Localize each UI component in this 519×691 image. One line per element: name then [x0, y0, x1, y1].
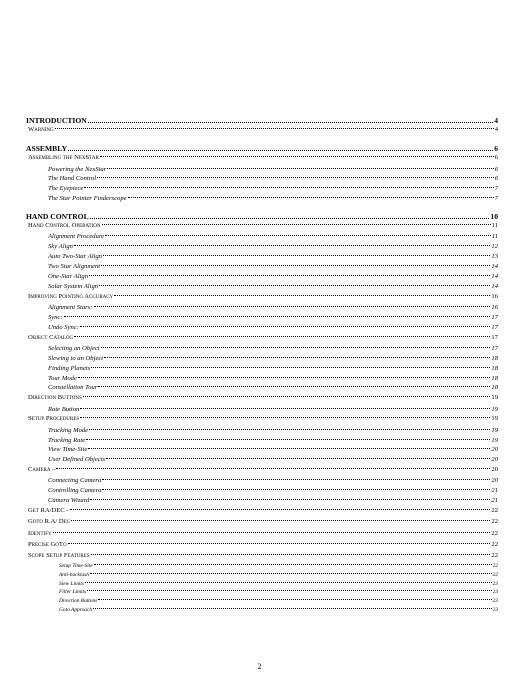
toc-entry-title: Hand Control Operation — [28, 222, 101, 230]
toc-entry-page: 7 — [494, 195, 498, 203]
toc-entry-page: 6 — [494, 165, 498, 173]
toc-entry[interactable] — [26, 572, 498, 581]
toc-entry-page: 20 — [491, 466, 498, 474]
toc-entry[interactable] — [26, 210, 498, 222]
toc-entry-title: Two Star Alignment — [48, 262, 101, 270]
toc-entry-page: 11 — [491, 222, 498, 230]
toc-entry[interactable] — [26, 334, 498, 345]
toc-entry-title: HAND CONTROL — [26, 211, 89, 221]
toc-dot-leader — [74, 245, 490, 246]
toc-dot-leader — [83, 396, 491, 397]
toc-entry[interactable] — [26, 273, 498, 283]
toc-entry-title: User Defined Objects — [48, 456, 106, 464]
toc-entry-page: 22 — [492, 563, 498, 570]
toc-entry-page: 23 — [492, 598, 498, 605]
toc-dot-leader — [88, 448, 490, 449]
toc-entry-page: 23 — [492, 606, 498, 613]
toc-dot-leader — [101, 265, 490, 266]
toc-entry[interactable] — [26, 355, 498, 365]
toc-entry-page: 20 — [491, 456, 498, 464]
toc-entry-page: 17 — [491, 323, 498, 331]
toc-entry-page: 22 — [491, 540, 498, 548]
toc-entry-title: Improving Pointing Accuracy — [28, 292, 114, 300]
toc-entry-title: Sky Align — [48, 243, 73, 251]
toc-dot-leader — [94, 564, 492, 565]
toc-entry-title: Powering the NexStar — [48, 165, 107, 173]
toc-entry-page: 17 — [491, 333, 498, 341]
toc-entry-page: 19 — [491, 394, 498, 402]
toc-entry-title: INTRODUCTION — [26, 115, 87, 125]
toc-dot-leader — [102, 224, 491, 225]
toc-entry[interactable] — [26, 185, 498, 195]
toc-entry-title: Precise GoTo — [28, 540, 67, 548]
toc-dot-leader — [86, 439, 490, 440]
toc-dot-leader — [100, 156, 494, 157]
toc-dot-leader — [98, 599, 491, 600]
toc-dot-leader — [85, 582, 492, 583]
toc-dot-leader — [114, 295, 490, 296]
toc-entry-title: Goto R.A/ Dec — [28, 518, 71, 526]
toc-dot-leader — [80, 326, 490, 327]
toc-entry-title: Slewing to an Object — [48, 354, 104, 362]
toc-dot-leader — [70, 509, 491, 510]
toc-entry[interactable] — [26, 154, 498, 165]
toc-entry[interactable] — [26, 456, 498, 466]
toc-entry-page: 13 — [491, 253, 498, 261]
toc-dot-leader — [91, 554, 491, 555]
toc-entry-title: Get RA/DEC - — [28, 507, 69, 515]
toc-dot-leader — [55, 128, 494, 129]
toc-entry[interactable] — [26, 253, 498, 263]
toc-dot-leader — [99, 285, 490, 286]
toc-entry[interactable] — [26, 552, 498, 563]
toc-entry[interactable] — [26, 589, 498, 598]
toc-entry[interactable] — [26, 446, 498, 456]
toc-dot-leader — [103, 255, 490, 256]
toc-entry-title: Tracking Mode — [48, 426, 89, 434]
toc-dot-leader — [88, 122, 493, 123]
toc-entry-page: 6 — [494, 143, 498, 153]
toc-entry-title: Tracking Rate — [48, 436, 86, 444]
toc-dot-leader — [90, 499, 490, 500]
toc-entry-page: 23 — [492, 589, 498, 596]
toc-entry-page: 22 — [491, 529, 498, 537]
toc-dot-leader — [78, 377, 491, 378]
toc-entry[interactable] — [26, 243, 498, 253]
toc-entry[interactable] — [26, 466, 498, 477]
toc-dot-leader — [89, 429, 490, 430]
toc-entry-title: Slew Limits — [59, 580, 85, 587]
toc-entry-title: Auto Two-Star Align — [48, 253, 102, 261]
page-number: 2 — [257, 662, 262, 671]
toc-dot-leader — [90, 573, 492, 574]
toc-entry-page: 19 — [491, 405, 498, 413]
toc-entry-page: 21 — [491, 487, 498, 495]
toc-entry-page: 23 — [492, 580, 498, 587]
toc-dot-leader — [93, 608, 492, 609]
toc-entry[interactable] — [26, 293, 498, 304]
toc-entry-page: 18 — [491, 384, 498, 392]
toc-entry-title: View Time-Site — [48, 446, 88, 454]
toc-dot-leader — [56, 468, 490, 469]
toc-entry-title: Solar System Align — [48, 282, 99, 290]
toc-entry-page: 19 — [491, 415, 498, 423]
toc-entry-title: Rate Button — [48, 405, 80, 413]
toc-entry[interactable] — [26, 497, 498, 507]
toc-entry[interactable] — [26, 365, 498, 375]
toc-entry[interactable] — [26, 142, 498, 154]
toc-dot-leader — [89, 275, 490, 276]
toc-dot-leader — [80, 417, 490, 418]
toc-dot-leader — [107, 168, 493, 169]
toc-entry[interactable] — [26, 530, 498, 541]
toc-entry-title: The Eyepiece — [48, 185, 84, 193]
toc-dot-leader — [64, 316, 491, 317]
toc-entry[interactable] — [26, 263, 498, 273]
toc-entry-title: Connecting Camera — [48, 477, 102, 485]
toc-entry-page: 16 — [491, 303, 498, 311]
toc-dot-leader — [106, 458, 490, 459]
toc-entry[interactable] — [26, 607, 498, 616]
toc-dot-leader — [102, 489, 490, 490]
toc-entry[interactable] — [26, 518, 498, 529]
toc-entry[interactable] — [26, 222, 498, 233]
toc-entry[interactable] — [26, 427, 498, 437]
toc-entry[interactable] — [26, 507, 498, 518]
toc-dot-leader — [80, 408, 490, 409]
toc-entry-title: One-Star Align — [48, 272, 88, 280]
toc-entry-title: Object Catalog — [28, 333, 74, 341]
toc-entry-title: Camera – — [28, 466, 56, 474]
toc-entry[interactable] — [26, 345, 498, 355]
toc-entry-page: 4 — [494, 126, 498, 133]
toc-entry-page: 7 — [494, 185, 498, 193]
toc-entry-title: Anti-backlash — [59, 572, 89, 579]
toc-entry-title: Alignment Procedure — [48, 233, 105, 241]
toc-entry-title: Alignment Stars: — [48, 303, 93, 311]
toc-dot-leader — [128, 197, 494, 198]
toc-entry-page: 11 — [491, 233, 498, 241]
toc-entry-page: 14 — [491, 262, 498, 270]
toc-entry[interactable] — [26, 415, 498, 426]
toc-dot-leader — [84, 187, 493, 188]
toc-dot-leader — [97, 177, 494, 178]
toc-entry-title: Setup Procedures — [28, 415, 80, 423]
toc-entry-page: 14 — [491, 282, 498, 290]
toc-entry-page: 20 — [491, 477, 498, 485]
toc-dot-leader — [53, 532, 491, 533]
toc-entry-page: 22 — [491, 518, 498, 526]
toc-entry[interactable] — [26, 598, 498, 607]
toc-dot-leader — [74, 336, 490, 337]
toc-dot-leader — [90, 218, 490, 219]
toc-entry-title: Warning — [28, 126, 54, 133]
toc-entry-title: Direction Buttons — [28, 394, 82, 402]
toc-entry[interactable] — [26, 195, 498, 205]
toc-entry-page: 18 — [491, 374, 498, 382]
toc-entry-page: 12 — [491, 243, 498, 251]
toc-entry-title: Tour Mode — [48, 374, 77, 382]
toc-entry[interactable] — [26, 384, 498, 394]
toc-entry-page: 6 — [494, 175, 498, 183]
toc-entry[interactable] — [26, 283, 498, 293]
toc-entry[interactable] — [26, 166, 498, 176]
toc-entry-page: 21 — [491, 497, 498, 505]
toc-dot-leader — [87, 590, 492, 591]
toc-entry-title: Sync: — [48, 313, 63, 321]
toc-entry[interactable] — [26, 304, 498, 314]
toc-entry-page: 20 — [491, 446, 498, 454]
toc-entry-title: Camera Wizard — [48, 497, 90, 505]
toc-entry-page: 19 — [491, 436, 498, 444]
toc-entry-title: The Star Pointer Finderscope — [48, 195, 127, 203]
toc-entry-page: 18 — [491, 354, 498, 362]
toc-dot-leader — [104, 357, 490, 358]
toc-entry-page: 10 — [490, 211, 498, 221]
toc-entry[interactable] — [26, 581, 498, 590]
toc-entry-title: Goto Approach — [59, 606, 93, 613]
toc-entry[interactable] — [26, 394, 498, 405]
toc-entry[interactable] — [26, 314, 498, 324]
toc-entry-page: 17 — [491, 344, 498, 352]
toc-entry[interactable] — [26, 114, 498, 126]
toc-entry[interactable] — [26, 126, 498, 137]
toc-entry-title: Assembling the NexStar — [28, 154, 99, 162]
toc-entry-page: 19 — [491, 426, 498, 434]
toc-entry[interactable] — [26, 477, 498, 487]
toc-entry[interactable] — [26, 437, 498, 447]
toc-entry[interactable] — [26, 563, 498, 572]
toc-dot-leader — [98, 386, 490, 387]
toc-entry-page: 22 — [491, 552, 498, 560]
toc-entry[interactable] — [26, 487, 498, 497]
toc-entry-page: 4 — [494, 115, 498, 125]
table-of-contents — [26, 109, 498, 616]
toc-entry[interactable] — [26, 324, 498, 334]
toc-dot-leader — [68, 543, 491, 544]
toc-dot-leader — [105, 235, 491, 236]
toc-entry-title: Identify — [28, 529, 52, 537]
toc-entry-page: 22 — [491, 507, 498, 515]
toc-entry-title: Scope Setup Features — [28, 552, 90, 560]
toc-entry-page: 14 — [491, 272, 498, 280]
toc-entry-page: 16 — [491, 292, 498, 300]
toc-entry-title: Constellation Tour — [48, 384, 98, 392]
toc-entry-title: Finding Planets — [48, 364, 91, 372]
toc-entry-title: Direction Buttons — [59, 598, 98, 605]
toc-entry-title: Undo Sync: — [48, 323, 79, 331]
toc-entry-title: Setup Time-Site — [59, 563, 93, 570]
toc-entry-page: 17 — [491, 313, 498, 321]
toc-entry-title: The Hand Control — [48, 175, 97, 183]
toc-entry[interactable] — [26, 175, 498, 185]
toc-entry-title: Controlling Camera — [48, 487, 102, 495]
toc-dot-leader — [68, 150, 493, 151]
toc-dot-leader — [71, 520, 490, 521]
toc-entry-title: ASSEMBLY — [26, 143, 68, 153]
toc-dot-leader — [91, 367, 490, 368]
toc-entry-title: Selecting an Object — [48, 344, 100, 352]
toc-dot-leader — [94, 306, 491, 307]
toc-entry-title: Filter Limits — [59, 589, 87, 596]
toc-dot-leader — [101, 347, 491, 348]
toc-entry-page: 18 — [491, 364, 498, 372]
toc-entry-page: 22 — [492, 572, 498, 579]
toc-entry-page: 6 — [494, 154, 498, 162]
toc-entry[interactable] — [26, 406, 498, 416]
toc-entry[interactable] — [26, 541, 498, 552]
toc-dot-leader — [102, 479, 490, 480]
toc-entry[interactable] — [26, 375, 498, 385]
toc-entry[interactable] — [26, 233, 498, 243]
